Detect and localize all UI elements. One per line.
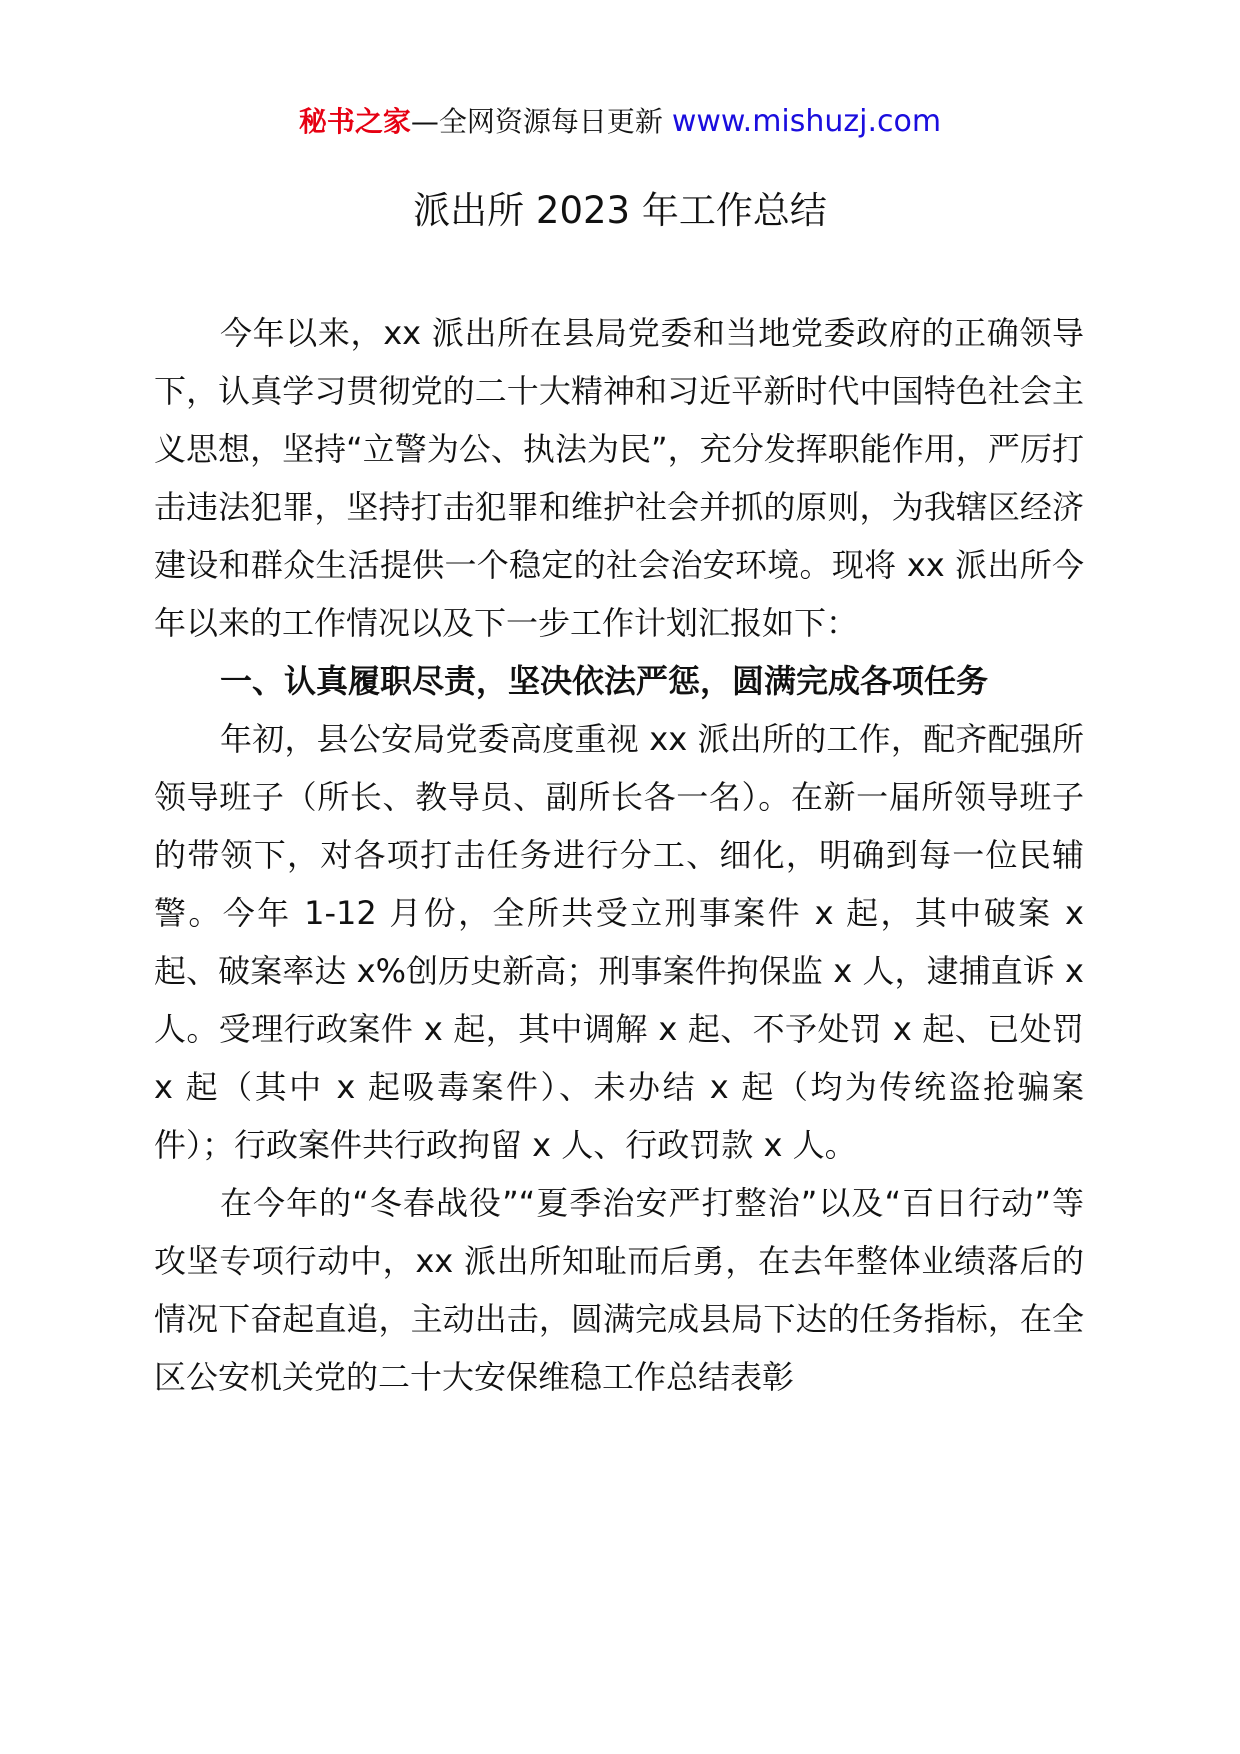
site-header xyxy=(0,102,1240,142)
site-brand: 秘书之家 xyxy=(298,105,411,138)
body-paragraph: 在今年的“冬春战役”“夏季治安严打整治”以及“百日行动”等攻坚专项行动中，xx 派出所知耻而后勇，在去年整体业绩落后的情况下奋起直追，主动出击，圆满完成县局下达的任务指标，在全区公安机关党的二十大安保维稳工作总结表彰 xyxy=(154,1184,1084,1396)
site-tagline: —全网资源每日更新 xyxy=(410,105,663,138)
site-url-link[interactable]: www.mishuzj.com xyxy=(671,104,942,139)
body-paragraph: 年初，县公安局党委高度重视 xx 派出所的工作，配齐配强所领导班子（所长、教导员、副所长各一名）。在新一届所领导班子的带领下，对各项打击任务进行分工、细化，明确到每一位民辅警。今年 1-12 月份，全所共受立刑事案件 x 起，其中破案 x 起、破案率达 x%创历史新高；刑事案件拘保监 x 人，逮捕直诉 x 人。受理行政案件 x 起，其中调解 x 起、不予处罚 x 起、已处罚 x 起（其中 x 起吸毒案件）、未办结 x 起（均为传统盗抢骗案件）；行政案件共行政拘留 x 人、行政罚款 x 人。 xyxy=(154,720,1084,1164)
intro-paragraph: 今年以来，xx 派出所在县局党委和当地党委政府的正确领导下，认真学习贯彻党的二十大精神和习近平新时代中国特色社会主义思想，坚持“立警为公、执法为民”，充分发挥职能作用，严厉打击违法犯罪，坚持打击犯罪和维护社会并抓的原则，为我辖区经济建设和群众生活提供一个稳定的社会治安环境。现将 xx 派出所今年以来的工作情况以及下一步工作计划汇报如下： xyxy=(154,314,1084,642)
document-title: 派出所 2023 年工作总结 xyxy=(413,189,827,232)
section-heading: 一、认真履职尽责，坚决依法严惩，圆满完成各项任务 xyxy=(220,662,989,700)
document-body xyxy=(154,304,1084,1406)
